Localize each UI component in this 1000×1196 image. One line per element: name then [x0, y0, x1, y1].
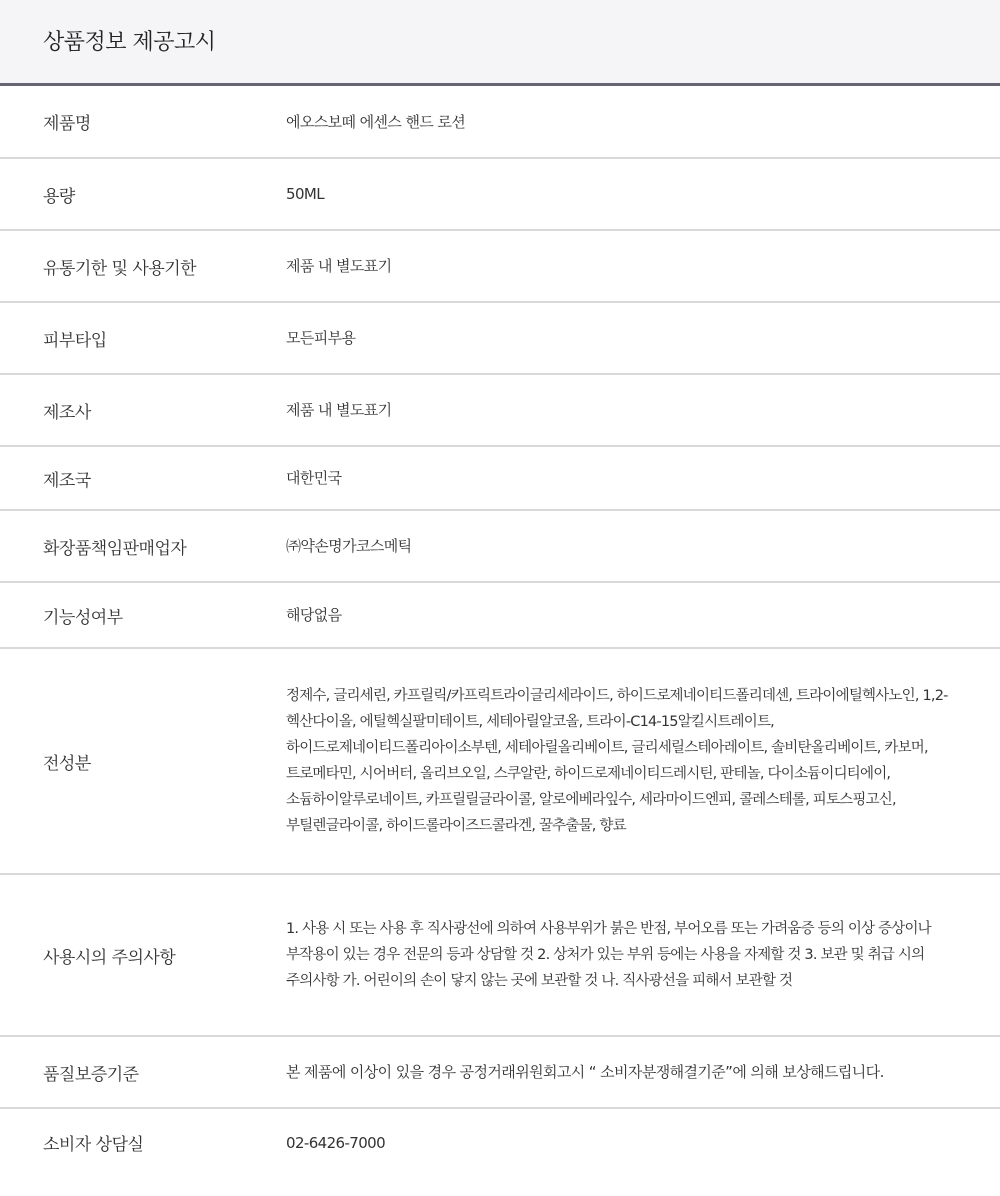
row-value: 50ML: [286, 185, 324, 203]
row-value: 모든피부용: [286, 329, 356, 347]
table-row-manufacturer: [0, 375, 1000, 447]
row-label: 사용시의 주의사항: [43, 947, 176, 968]
row-label: 유통기한 및 사용기한: [43, 258, 197, 279]
table-row-precautions: [0, 875, 1000, 1037]
row-label: 제조사: [43, 402, 91, 423]
table-row-country: [0, 447, 1000, 511]
row-value: 본 제품에 이상이 있을 경우 공정거래위원회고시 “ 소비자분쟁해결기준”에 의해 보상해드립니다.: [286, 1063, 884, 1081]
row-value: 제품 내 별도표기: [286, 401, 392, 419]
row-label: 전성분: [43, 753, 91, 774]
product-info-table: [0, 86, 1000, 1176]
table-row-expiry: [0, 231, 1000, 303]
table-row-functional: [0, 583, 1000, 649]
row-value: 해당없음: [286, 606, 342, 624]
table-row-capacity: [0, 159, 1000, 231]
page-title: 상품정보 제공고시: [43, 30, 216, 55]
row-label: 피부타입: [43, 330, 107, 351]
row-value: 1. 사용 시 또는 사용 후 직사광선에 의하여 사용부위가 붉은 반점, 부어오름 또는 가려움증 등의 이상 증상이나 부작용이 있는 경우 전문의 등과 상담할 것 2. 상처가 있는 부위 등에는 사용을 자제할 것 3. 보관 및 취급 시의 주의사항 가. 어린이의 손이 닿지 않는 곳에 보관할 것 나. 직사광선을 피해서 보관할 것: [286, 921, 931, 989]
row-value: 대한민국: [286, 469, 342, 487]
info-header: [0, 0, 1000, 86]
table-row-customer-center: [0, 1109, 1000, 1176]
row-label: 제조국: [43, 470, 91, 491]
row-label: 용량: [43, 186, 75, 207]
row-label: 화장품책임판매업자: [43, 538, 187, 559]
table-row-distributor: [0, 511, 1000, 583]
row-value: 정제수, 글리세린, 카프릴릭/카프릭트라이글리세라이드, 하이드로제네이티드폴리데센, 트라이에틸헥사노인, 1,2-헥산다이올, 에틸헥실팔미테이트, 세테아릴알코올, 트라이-C14-15알킬시트레이트, 하이드로제네이티드폴리아이소부텐, 세테아릴올리베이트, 글리세릴스테아레이트, 솔비탄올리베이트, 카보머, 트로메타민, 시어버터, 올리브오일, 스쿠알란, 하이드로제네이티드레시틴, 판테놀, 다이소듐이디티에이, 소듐하이알루로네이트, 카프릴릴글라이콜, 알로에베라잎수, 세라마이드엔피, 콜레스테롤, 피토스핑고신, 부틸렌글라이콜, 하이드롤라이즈드콜라겐, 꿀추출물, 향료: [286, 688, 948, 834]
row-label: 소비자 상담실: [43, 1135, 144, 1155]
row-value: ㈜약손명가코스메틱: [286, 537, 412, 555]
table-row-quality-standard: [0, 1037, 1000, 1109]
table-row-ingredients: [0, 649, 1000, 875]
row-value: 제품 내 별도표기: [286, 257, 392, 275]
row-label: 품질보증기준: [43, 1064, 139, 1085]
table-row-skin-type: [0, 303, 1000, 375]
table-row-product-name: [0, 86, 1000, 159]
row-value: 에오스보떼 에센스 핸드 로션: [286, 112, 466, 131]
row-label: 기능성여부: [43, 607, 123, 628]
row-value: 02-6426-7000: [286, 1133, 386, 1152]
row-label: 제품명: [43, 114, 91, 134]
